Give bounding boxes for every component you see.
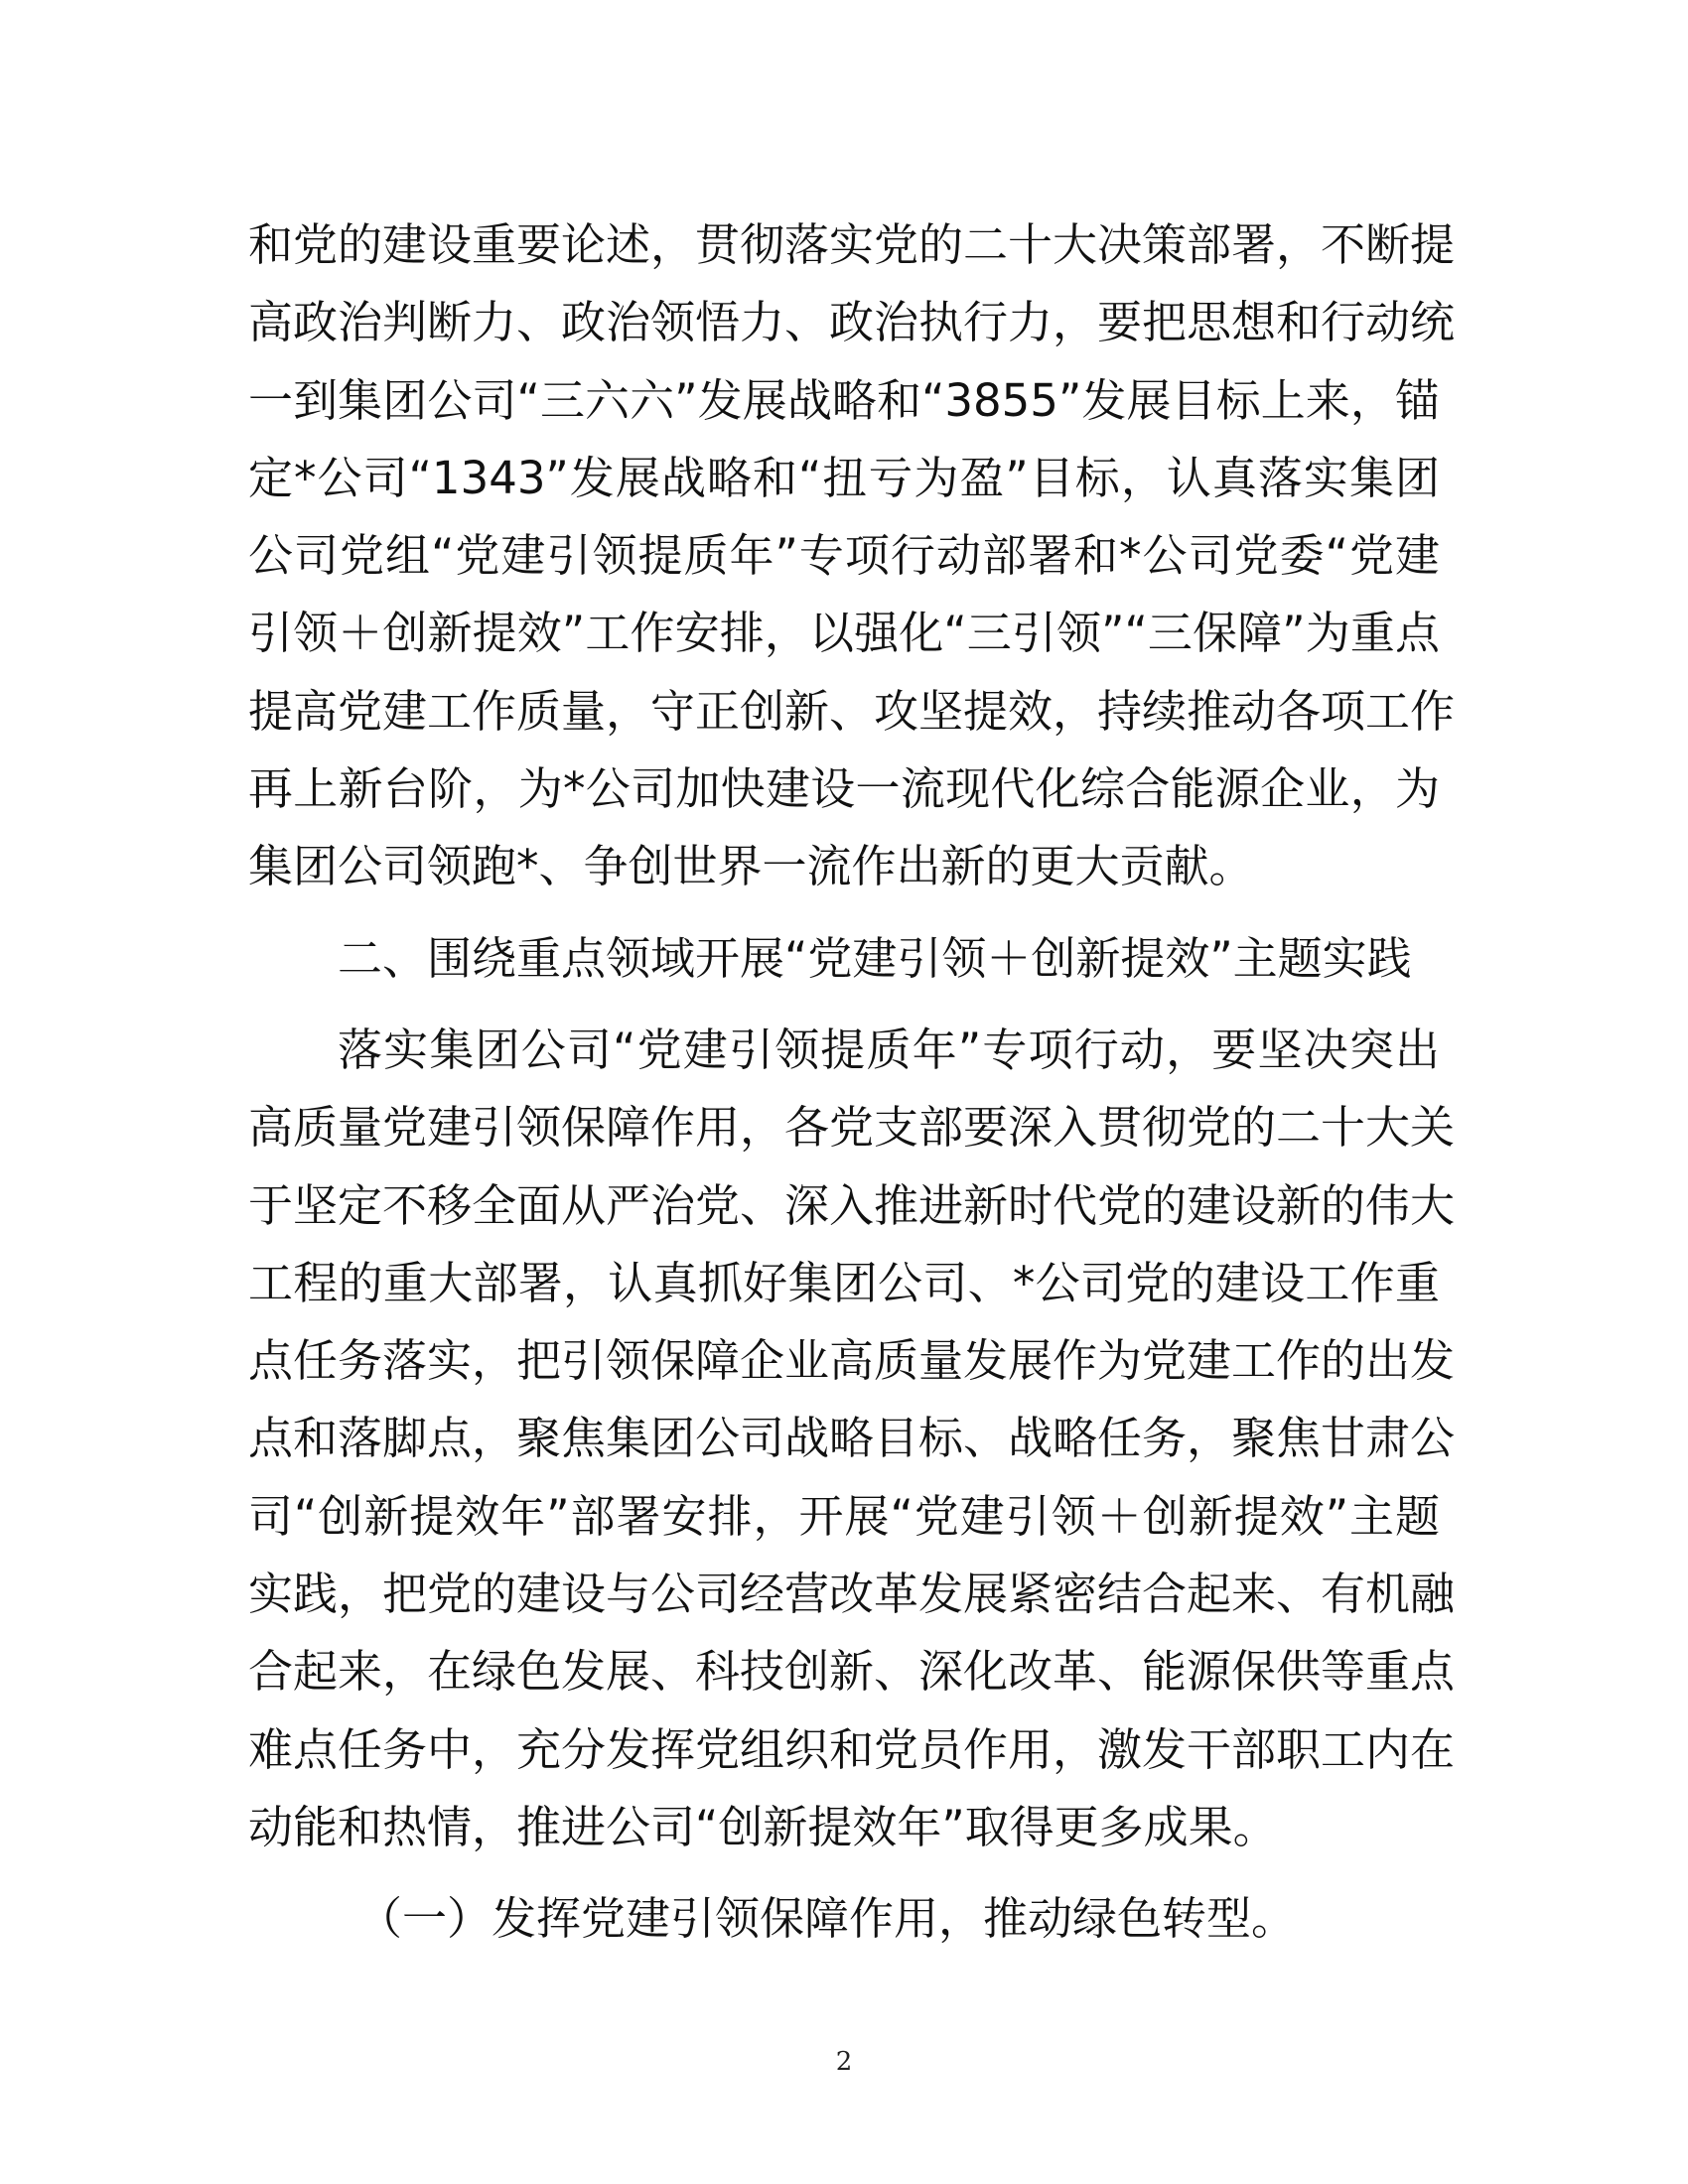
text-line: 定*公司“1343”发展战略和“扭亏为盈”目标，认真落实集团 (248, 451, 1440, 504)
text-line: 于坚定不移全面从严治党、深入推进新时代党的建设新的伟大 (248, 1178, 1456, 1232)
paragraph-2 (248, 1012, 1456, 1866)
text-line: 集团公司领跑*、争创世界一流作出新的更大贡献。 (248, 840, 1254, 893)
text-line: 高质量党建引领保障作用，各党支部要深入贯彻党的二十大关 (248, 1101, 1456, 1155)
text-line: 引领＋创新提效”工作安排，以强化“三引领”“三保障”为重点 (248, 607, 1440, 660)
text-line: 和党的建设重要论述，贯彻落实党的二十大决策部署，不断提 (248, 218, 1456, 271)
text-line: 工程的重大部署，认真抓好集团公司、*公司党的建设工作重 (248, 1256, 1440, 1309)
text-line: 实践，把党的建设与公司经营改革发展紧密结合起来、有机融 (248, 1568, 1456, 1621)
text-line: 落实集团公司“党建引领提质年”专项行动，要坚决突出 (338, 1023, 1440, 1076)
text-line: 一到集团公司“三六六”发展战略和“3855”发展目标上来，锚 (248, 373, 1440, 427)
text-line: 点和落脚点，聚焦集团公司战略目标、战略任务，聚焦甘肃公 (248, 1412, 1456, 1465)
page-number: 2 (835, 2047, 853, 2077)
text-line: 公司党组“党建引领提质年”专项行动部署和*公司党委“党建 (248, 529, 1440, 583)
subsection-heading: （一）发挥党建引领保障作用，推动绿色转型。 (357, 1892, 1297, 1946)
text-line: 难点任务中，充分发挥党组织和党员作用，激发干部职工内在 (248, 1722, 1456, 1776)
text-line: 合起来，在绿色发展、科技创新、深化改革、能源保供等重点 (248, 1645, 1456, 1699)
text-line: 高政治判断力、政治领悟力、政治执行力，要把思想和行动统 (248, 296, 1456, 349)
text-line: 提高党建工作质量，守正创新、攻坚提效，持续推动各项工作 (248, 684, 1456, 738)
section-heading: 二、围绕重点领域开展“党建引领＋创新提效”主题实践 (338, 931, 1412, 985)
text-line: 再上新台阶，为*公司加快建设一流现代化综合能源企业，为 (248, 762, 1440, 816)
text-line: 动能和热情，推进公司“创新提效年”取得更多成果。 (248, 1800, 1278, 1853)
paragraph-1 (248, 206, 1456, 906)
text-line: 司“创新提效年”部署安排，开展“党建引领＋创新提效”主题 (248, 1489, 1440, 1543)
document-page (248, 206, 1456, 1959)
text-line: 点任务落实，把引领保障企业高质量发展作为党建工作的出发 (248, 1334, 1456, 1388)
